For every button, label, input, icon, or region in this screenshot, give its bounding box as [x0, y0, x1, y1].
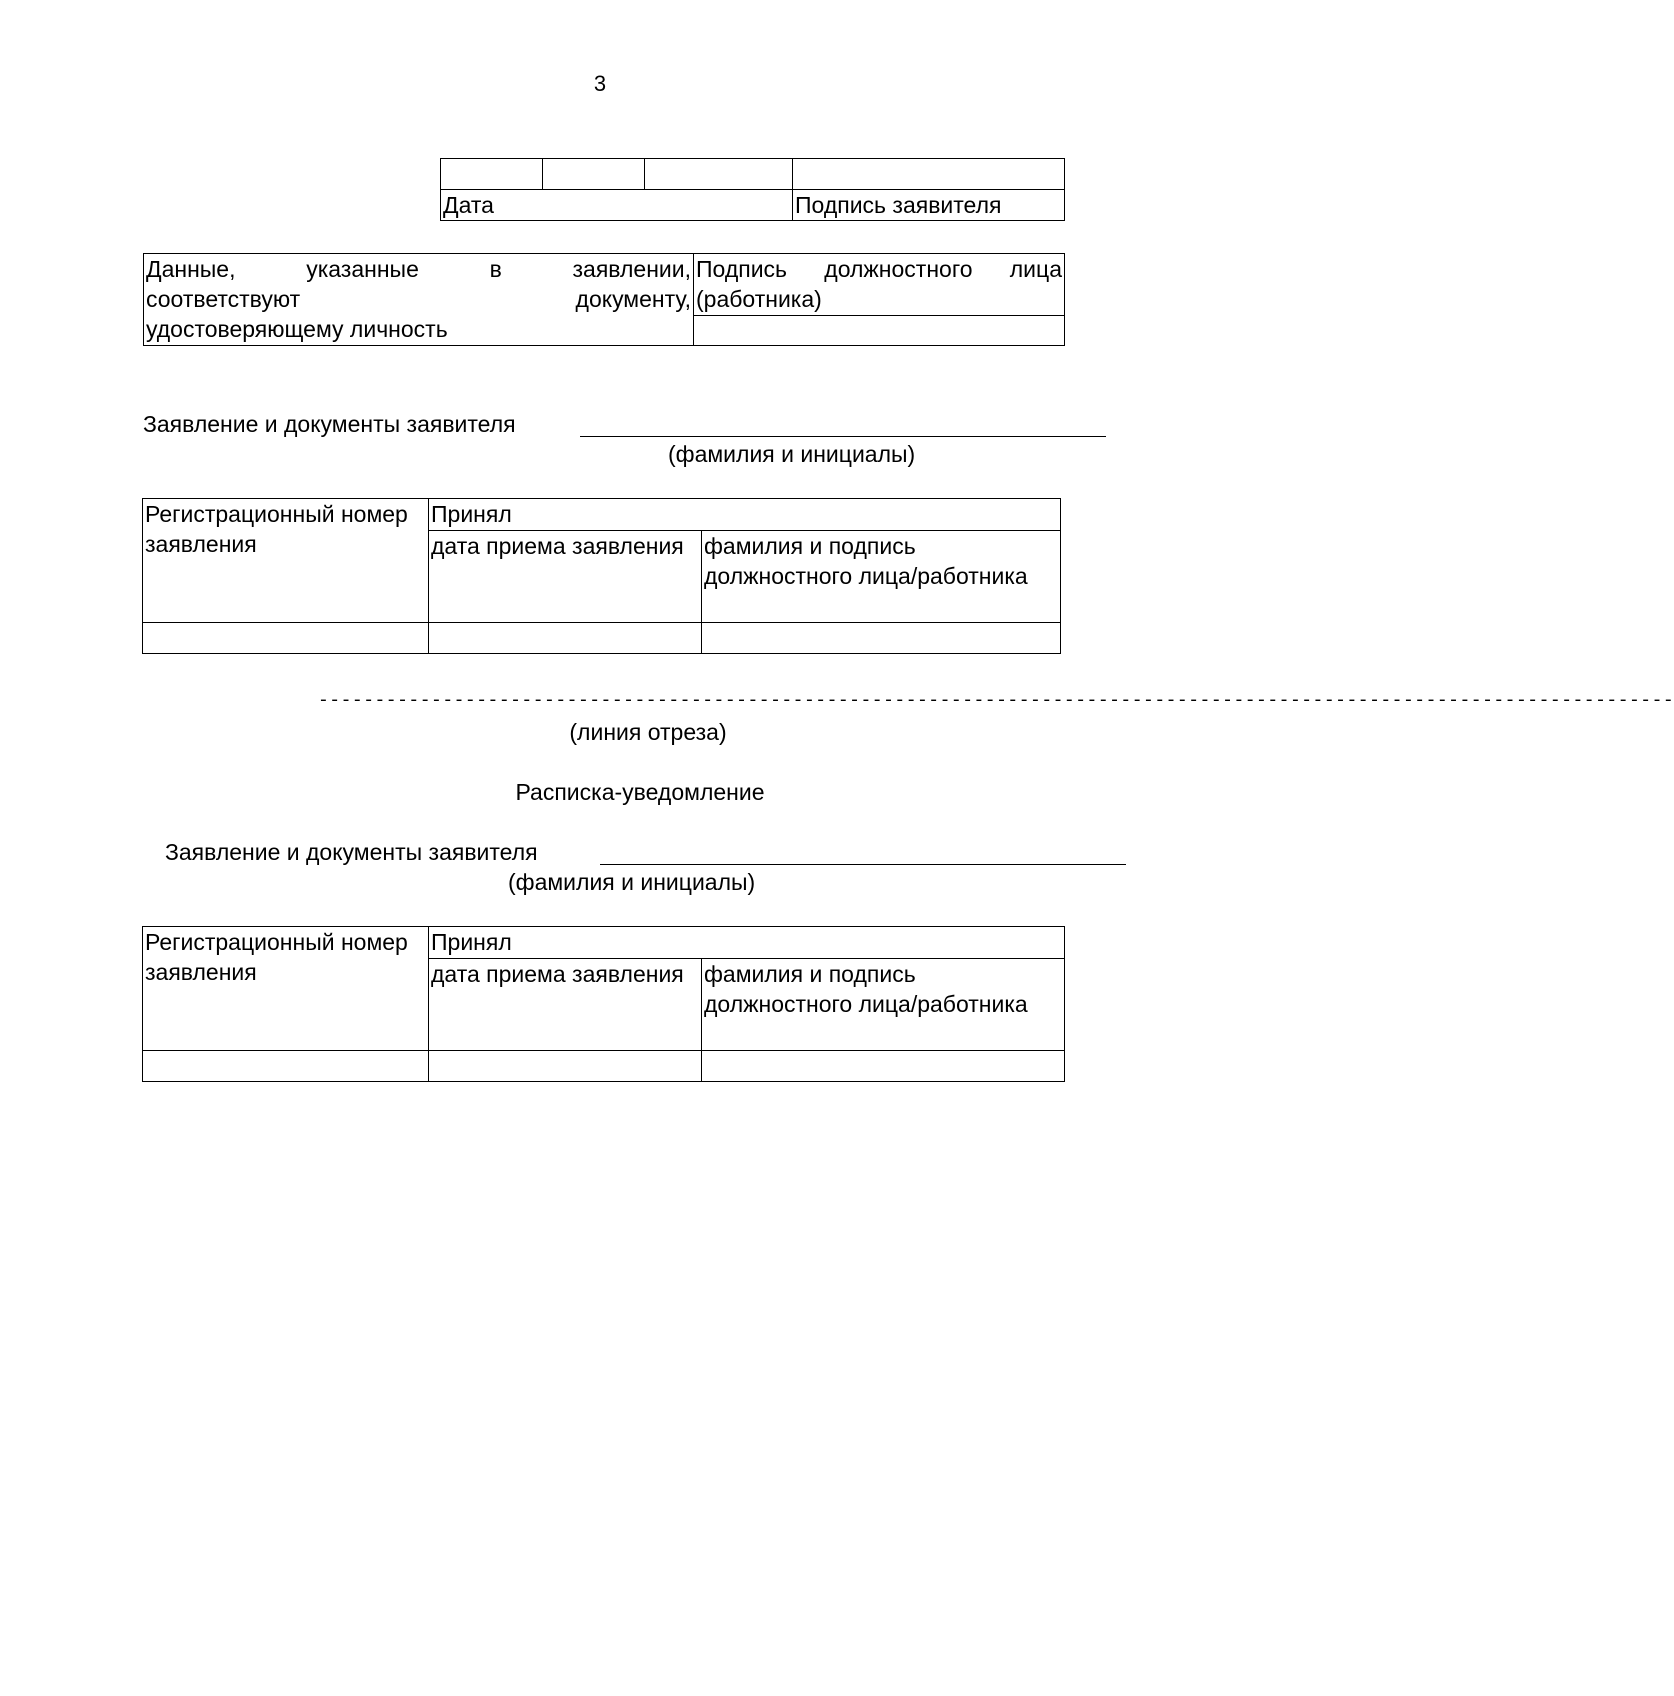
accepted-header: Принял — [429, 499, 1061, 531]
official-name-signature-header: фамилия и подпись должностного лица/работника — [702, 531, 1061, 623]
official-signature-cell[interactable] — [694, 316, 1065, 346]
date-of-receipt-cell[interactable] — [429, 623, 702, 654]
verification-statement — [144, 254, 694, 346]
receipt-reg-number-header: Регистрационный номер заявления — [143, 927, 429, 1051]
applicant-name-field[interactable] — [580, 410, 1106, 437]
date-day-cell[interactable] — [441, 159, 543, 190]
cut-line-caption: (линия отреза) — [569, 719, 727, 745]
receipt-applicant-name-field[interactable] — [600, 838, 1126, 865]
cut-line: ------------------------------------------------------------------------------------------------------------------------ — [318, 691, 1674, 711]
date-month-cell[interactable] — [543, 159, 645, 190]
receipt-title: Расписка-уведомление — [515, 779, 765, 805]
receipt-official-name-signature-cell[interactable] — [702, 1051, 1065, 1082]
receipt-reg-number-cell[interactable] — [143, 1051, 429, 1082]
date-year-cell[interactable] — [645, 159, 793, 190]
receipt-date-of-receipt-header: дата приема заявления — [429, 959, 702, 1051]
applicant-signature-cell[interactable] — [793, 159, 1065, 190]
registration-table-2 — [142, 926, 1065, 1082]
verification-statement-line2: соответствуют документу, — [146, 286, 691, 312]
page-number: 3 — [593, 71, 607, 96]
date-label: Дата — [441, 190, 793, 221]
receipt-date-of-receipt-cell[interactable] — [429, 1051, 702, 1082]
verification-table — [143, 253, 1065, 346]
receipt-official-name-signature-header: фамилия и подпись должностного лица/работника — [702, 959, 1065, 1051]
date-of-receipt-header: дата приема заявления — [429, 531, 702, 623]
applicant-name-caption: (фамилия и инициалы) — [668, 441, 916, 467]
receipt-accepted-header: Принял — [429, 927, 1065, 959]
documents-of-applicant-label: Заявление и документы заявителя — [143, 411, 516, 437]
receipt-applicant-name-caption: (фамилия и инициалы) — [508, 869, 756, 895]
official-signature-label: Подпись должностного лица (работника) — [694, 254, 1065, 316]
applicant-signature-label: Подпись заявителя — [793, 190, 1065, 221]
receipt-documents-of-applicant-label: Заявление и документы заявителя — [165, 839, 538, 865]
reg-number-header: Регистрационный номер заявления — [143, 499, 429, 623]
registration-table-1 — [142, 498, 1061, 654]
reg-number-cell[interactable] — [143, 623, 429, 654]
date-signature-table — [440, 158, 1065, 221]
verification-statement-line1: Данные, указанные в заявлении, — [146, 256, 691, 282]
official-name-signature-cell[interactable] — [702, 623, 1061, 654]
verification-statement-line3: удостоверяющему личность — [146, 316, 448, 342]
